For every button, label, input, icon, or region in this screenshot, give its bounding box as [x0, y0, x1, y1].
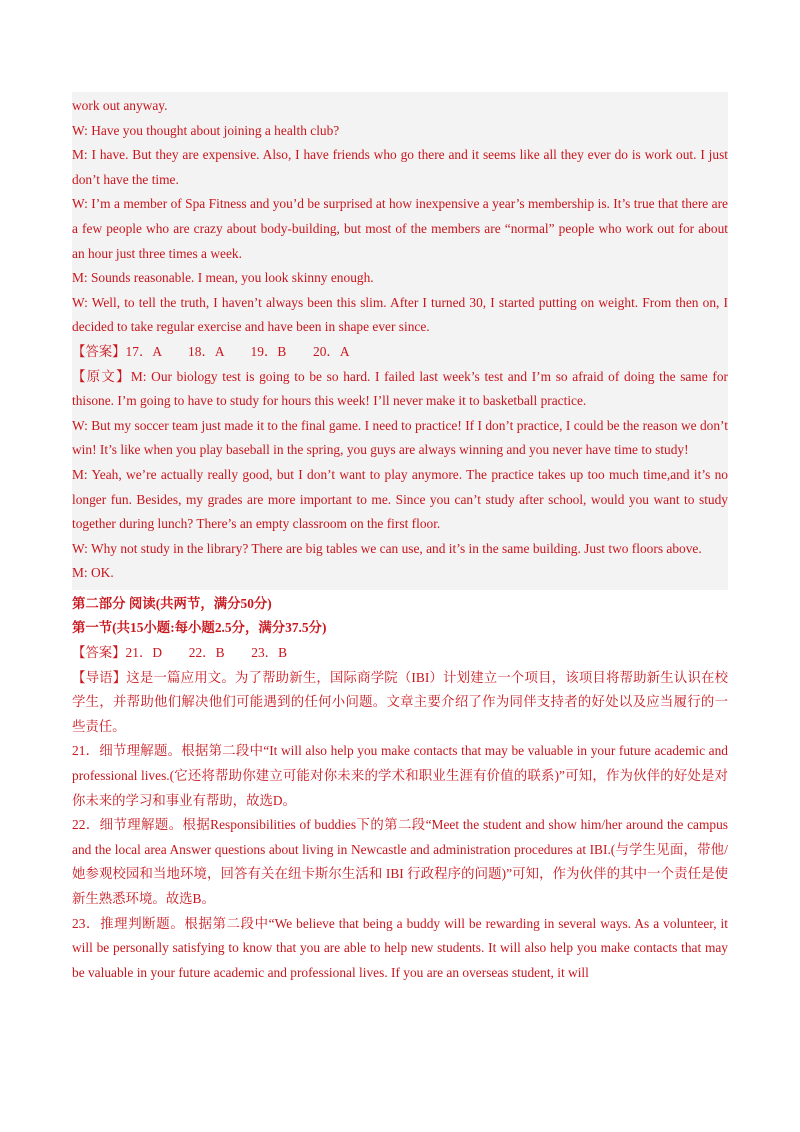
transcript-line: M: I have. But they are expensive. Also, I have friends who go there and it seems like all they ever do is work out. I just don’t have the time. [72, 147, 728, 187]
transcript-line: M: Yeah, we’re actually really good, but I don’t want to play anymore. The practice takes up too much time,and it’s no longer fun. Besides, my grades are more important to me. Since you can’t study after school, would you want to study together during lunch? There’s an empty classroom on the first floor. [72, 466, 728, 532]
section-heading: 第二部分 阅读(共两节，满分50分) [72, 595, 272, 611]
explanation-21: 21．细节理解题。根据第二段中“It will also help you make contacts that may be valuable in your future academic and professional lives.(它还将帮助你建立可能对你未来的学术和职业生涯有价值的联系)”可知，作为伙伴的好处是对你未来的学习和事业有帮助，故选D。 [72, 743, 728, 808]
transcript-line: W: Why not study in the library? There are big tables we can use, and it’s in the same building. Just two floors above. [72, 540, 702, 556]
guide-paragraph: 【导语】这是一篇应用文。为了帮助新生，国际商学院（IBI）计划建立一个项目，该项目将帮助新生认识在校学生，并帮助他们解决他们可能遇到的任何小问题。文章主要介绍了作为同伴支持者的好处以及应当履行的一些责任。 [72, 669, 728, 734]
transcript-line: work out anyway. [72, 98, 168, 113]
transcript-line: W: Have you thought about joining a health club? [72, 122, 340, 138]
answer-line-21-23: 【答案】21．D 22．B 23．B [72, 645, 288, 661]
explanation-23: 23．推理判断题。根据第二段中“We believe that being a buddy will be rewarding in several ways. As a volunteer, it will be personally satisfying to know that you are able to help new students. It will also help you make contacts that may be valuable in your future academic and professional lives. If you are an overseas student, it will [72, 915, 728, 980]
listening-transcript-block [72, 92, 728, 590]
transcript-line: W: Well, to tell the truth, I haven’t always been this slim. After I turned 30, I started putting on weight. From then on, I decided to take regular exercise and have been in shape ever since. [72, 294, 728, 335]
answer-line-17-20: 【答案】17．A 18．A 19．B 20．A [72, 343, 350, 359]
transcript-line: M: Sounds reasonable. I mean, you look skinny enough. [72, 270, 374, 286]
transcript-line: M: OK. [72, 565, 114, 581]
subsection-heading: 第一节(共15小题:每小题2.5分，满分37.5分) [72, 620, 327, 636]
document-page [72, 92, 728, 985]
transcript-line: W: But my soccer team just made it to the final game. I need to practice! If I don’t practice, I could be the reason we don’t win! It’s like when you play baseball in the spring, you guys are always winning and you never have time to study! [72, 417, 728, 458]
explanation-22: 22．细节理解题。根据Responsibilities of buddies下的第二段“Meet the student and show him/her around the campus and the local area Answer questions about living in Newcastle and administration procedures at IBI.(与学生见面，带他/她参观校园和当地环境，回答有关在纽卡斯尔生活和 IBI 行政程序的问题)”可知，作为伙伴的其中一个责任是使新生熟悉环境。故选B。 [72, 817, 728, 906]
transcript-line: W: I’m a member of Spa Fitness and you’d be surprised at how inexpensive a year’s membership is. It’s true that there are a few people who are crazy about body-building, but most of the members are “normal” people who work out for about an hour just three times a week. [72, 196, 728, 261]
transcript-line: 【原文】M: Our biology test is going to be so hard. I failed last week’s test and I’m so afraid of doing the same for thisone. I’m going to have to study for hours this week! I’ll never make it to basketball practice. [72, 368, 728, 409]
